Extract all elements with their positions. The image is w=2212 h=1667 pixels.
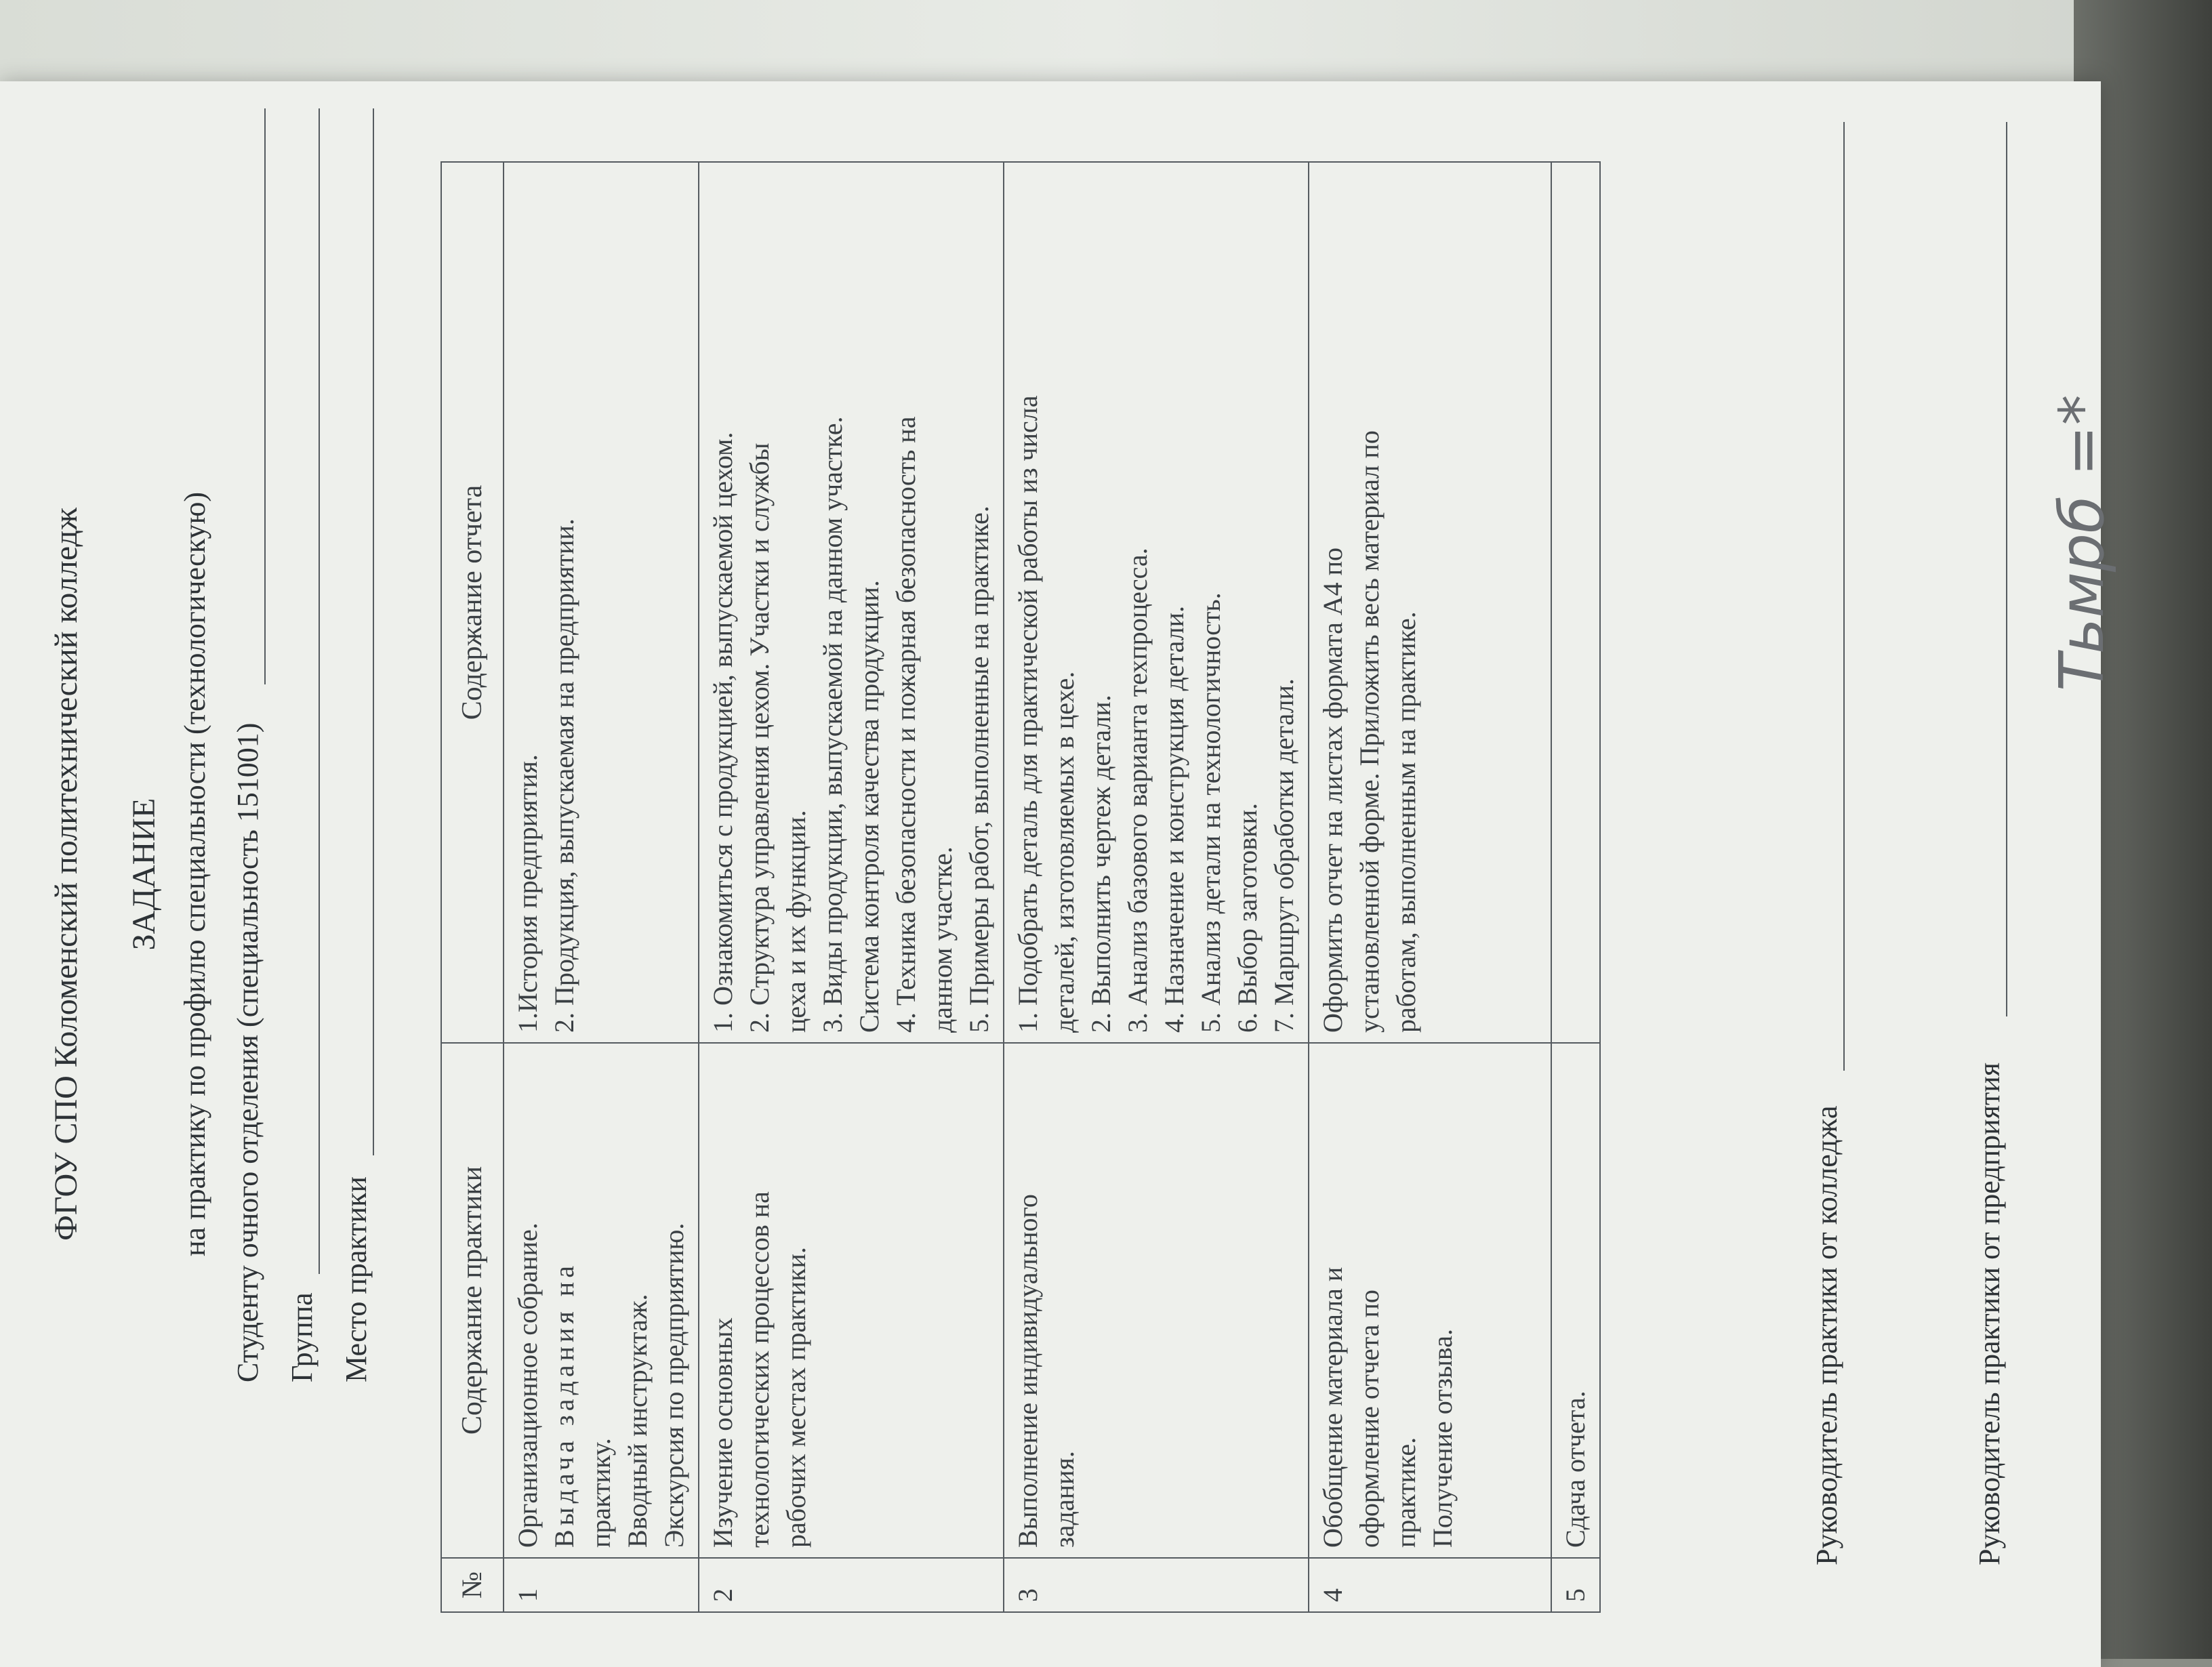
practice-cell: [504, 1043, 699, 1558]
practice-line: Получение отзыва.: [1427, 1329, 1458, 1548]
practice-line: технологических процессов на: [744, 1191, 775, 1548]
report-line: 1. Ознакомиться с продукцией, выпускаемой цехом.: [708, 432, 738, 1033]
student-label: Студенту очного отделения (специальность 151001): [231, 722, 264, 1382]
group-label: Группа: [285, 1292, 319, 1382]
table-row: [1551, 162, 1600, 1612]
report-cell: [504, 162, 699, 1043]
practice-line: Сдача отчета.: [1560, 1391, 1591, 1548]
document-page: [0, 81, 2118, 1667]
practice-cell: [1551, 1043, 1600, 1558]
practice-line: Обобщение материала и: [1317, 1267, 1348, 1548]
place-line: [373, 108, 374, 1155]
report-line: 4. Назначение и конструкция детали.: [1159, 605, 1189, 1033]
report-line: 1. Подобрать деталь для практической работы из числа: [1012, 395, 1043, 1033]
report-line: деталей, изготовляемых в цехе.: [1049, 671, 1080, 1033]
report-line: Оформить отчет на листах формата А4 по: [1317, 547, 1348, 1033]
report-line: 6. Выбор заготовки.: [1232, 802, 1263, 1033]
practice-cell: [699, 1043, 1004, 1558]
report-line: 5. Анализ детали на технологичность.: [1195, 592, 1226, 1033]
college-supervisor-label: Руководитель практики от колледжа: [1810, 1105, 1843, 1565]
document-title: ЗАДАНИЕ: [126, 798, 162, 951]
practice-line: Выполнение индивидуального: [1012, 1194, 1043, 1548]
practice-table: [441, 161, 1601, 1613]
practice-line: Выдача задания на: [549, 1262, 579, 1548]
practice-cell: [1309, 1043, 1551, 1558]
table-row: [504, 162, 699, 1612]
report-cell: [1004, 162, 1309, 1043]
document-subtitle: на практику по профилю специальности (технологическую): [178, 492, 211, 1256]
place-label: Место практики: [340, 1176, 373, 1382]
header-report: Содержание отчета: [441, 162, 504, 1043]
report-cell: [1551, 162, 1600, 1043]
report-line: 2. Выполнить чертеж детали.: [1086, 695, 1116, 1033]
report-line: работам, выполненным на практике.: [1391, 611, 1421, 1033]
header-practice: Содержание практики: [441, 1043, 504, 1558]
row-number: 2: [699, 1558, 1004, 1612]
report-line: 7. Маршрут обработки детали.: [1269, 678, 1299, 1033]
enterprise-supervisor-label: Руководитель практики от предприятия: [1973, 1063, 2006, 1565]
handwritten-signature: Тьмрб =*: [2047, 394, 2118, 691]
row-number: 5: [1551, 1558, 1600, 1612]
college-supervisor-line: [1843, 122, 1845, 1071]
row-number: 1: [504, 1558, 699, 1612]
document-sheet: [0, 8, 2212, 1667]
practice-line: Вводный инструктаж.: [622, 1294, 653, 1548]
enterprise-supervisor-line: [2006, 122, 2007, 1016]
practice-line: Организационное собрание.: [512, 1222, 543, 1548]
practice-line: Экскурсия по предприятию.: [659, 1222, 689, 1548]
row-number: 3: [1004, 1558, 1309, 1612]
practice-cell: [1004, 1043, 1309, 1558]
report-line: данном участке.: [927, 846, 958, 1033]
report-line: 3. Анализ базового варианта техпроцесса.: [1122, 548, 1153, 1033]
practice-line: оформление отчета по: [1354, 1290, 1385, 1548]
practice-line: рабочих местах практики.: [781, 1247, 811, 1548]
practice-line: практике.: [1391, 1437, 1421, 1548]
practice-line: практику.: [586, 1438, 616, 1548]
report-line: 2. Структура управления цехом. Участки и службы: [744, 443, 775, 1033]
report-line: 5. Примеры работ, выполненные на практике.: [964, 506, 994, 1033]
report-cell: [1309, 162, 1551, 1043]
institution-title: ФГОУ СПО Коломенский политехнический колледж: [48, 508, 84, 1241]
report-line: цеха и их функции.: [781, 810, 811, 1033]
report-line: 2. Продукция, выпускаемая на предприятии.: [549, 518, 579, 1033]
report-line: 4. Техника безопасности и пожарная безопасность на: [890, 416, 921, 1033]
report-line: 1.История предприятия.: [512, 754, 543, 1033]
table-row: [1004, 162, 1309, 1612]
student-line: [264, 108, 266, 684]
report-line: Система контроля качества продукции.: [854, 580, 884, 1033]
practice-line: задания.: [1049, 1451, 1080, 1548]
table-row: [699, 162, 1004, 1612]
group-line: [319, 108, 320, 1274]
header-number: №: [441, 1558, 504, 1612]
report-cell: [699, 162, 1004, 1043]
report-line: установленной форме. Приложить весь материал по: [1354, 430, 1385, 1033]
practice-line: Изучение основных: [708, 1317, 738, 1548]
row-number: 4: [1309, 1558, 1551, 1612]
table-row: [1309, 162, 1551, 1612]
table-header-row: [441, 162, 504, 1612]
report-line: 3. Виды продукции, выпускаемой на данном участке.: [817, 416, 848, 1033]
